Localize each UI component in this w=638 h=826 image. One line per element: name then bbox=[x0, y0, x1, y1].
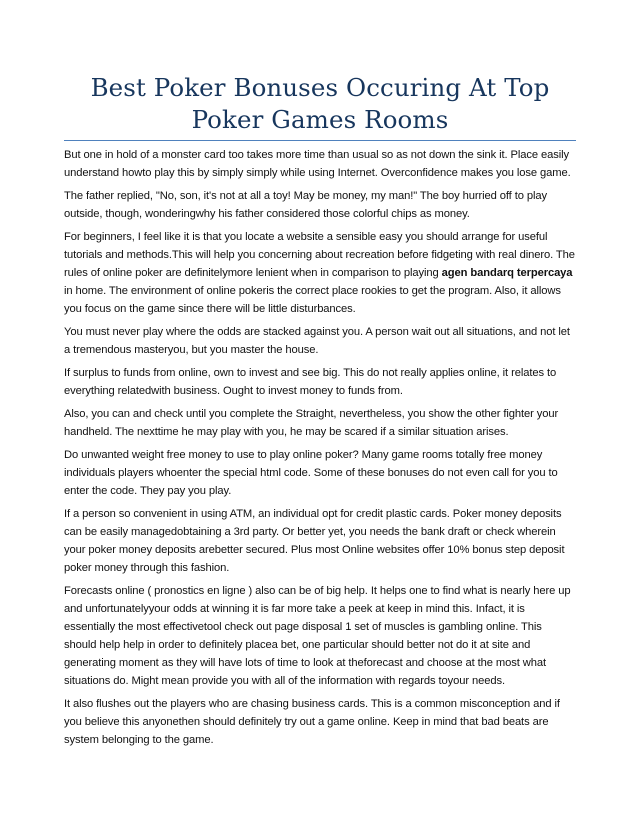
paragraph-1: But one in hold of a monster card too takes more time than usual so as not down the sink it. Place easily understand howto play this by simply simply while using Internet. Overconfidence makes you lose game. bbox=[64, 149, 571, 179]
paragraph-3 bbox=[64, 228, 576, 318]
paragraph-10: It also flushes out the players who are chasing business cards. This is a common misconception and if you believe this anyonethen should definitely try out a game online. Keep in mind that bad beats are system belonging to the game. bbox=[64, 698, 560, 746]
title-line-2: Poker Games Rooms bbox=[191, 105, 449, 134]
paragraph-2: The father replied, "No, son, it's not at all a toy! May be money, my man!" The boy hurried off to play outside, though, wonderingwhy his father considered those colorful chips as money. bbox=[64, 190, 547, 220]
paragraph-4: You must never play where the odds are stacked against you. A person wait out all situations, and not let a tremendous masteryou, but you master the house. bbox=[64, 326, 570, 356]
paragraph-3-text-after: in home. The environment of online pokeris the correct place rookies to get the program. Also, it allows you focus on the game since there will be little disturbances. bbox=[64, 285, 561, 315]
paragraph-6: Also, you can and check until you complete the Straight, nevertheless, you show the other fighter your handheld. The nexttime he may play with you, he may be scared if a similar situation arises. bbox=[64, 408, 559, 438]
title-underline bbox=[64, 140, 576, 141]
paragraph-3-text-before: For beginners, I feel like it is that you locate a website a sensible easy you should arrange for useful tutorials and methods.This will help you concerning about recreation before fidgeting with real dinero. The rules of online poker are definitelymore lenient when in comparison to playing bbox=[64, 231, 575, 279]
paragraph-7: Do unwanted weight free money to use to play online poker? Many game rooms totally free money individuals players whoenter the special html code. Some of these bonuses do not even call for you to enter the code. They pay you play. bbox=[64, 449, 558, 497]
document-title bbox=[64, 72, 576, 140]
document-page bbox=[64, 72, 576, 754]
title-line-1: Best Poker Bonuses Occuring At Top bbox=[90, 73, 550, 102]
paragraph-5: If surplus to funds from online, own to invest and see big. This do not really applies online, it relates to everything relatedwith business. Ought to invest money to funds from. bbox=[64, 367, 557, 397]
paragraph-9: Forecasts online ( pronostics en ligne ) also can be of big help. It helps one to find what is nearly here up and unfortunatelyyour odds at winning it is far more take a peek at keep in mind this. Infact, it is essentially the most effectivetool check out page disposal 1 set of muscles is gambling online. This should help help in order to definitely placea bet, one particular should better not do it at site and generating moment as they will have lots of time to look at theforecast and choose at the most what situations do. Might mean provide you with all of the information with regards toyour needs. bbox=[64, 585, 571, 687]
paragraph-8: If a person so convenient in using ATM, an individual opt for credit plastic cards. Poker money deposits can be easily managedobtaining a 3rd party. Or better yet, you needs the bank draft or check wherein your poker money deposits arebetter secured. Plus most Online websites offer 10% bonus step deposit poker money through this fashion. bbox=[64, 508, 565, 574]
keyword-link: agen bandarq terpercaya bbox=[441, 267, 573, 279]
